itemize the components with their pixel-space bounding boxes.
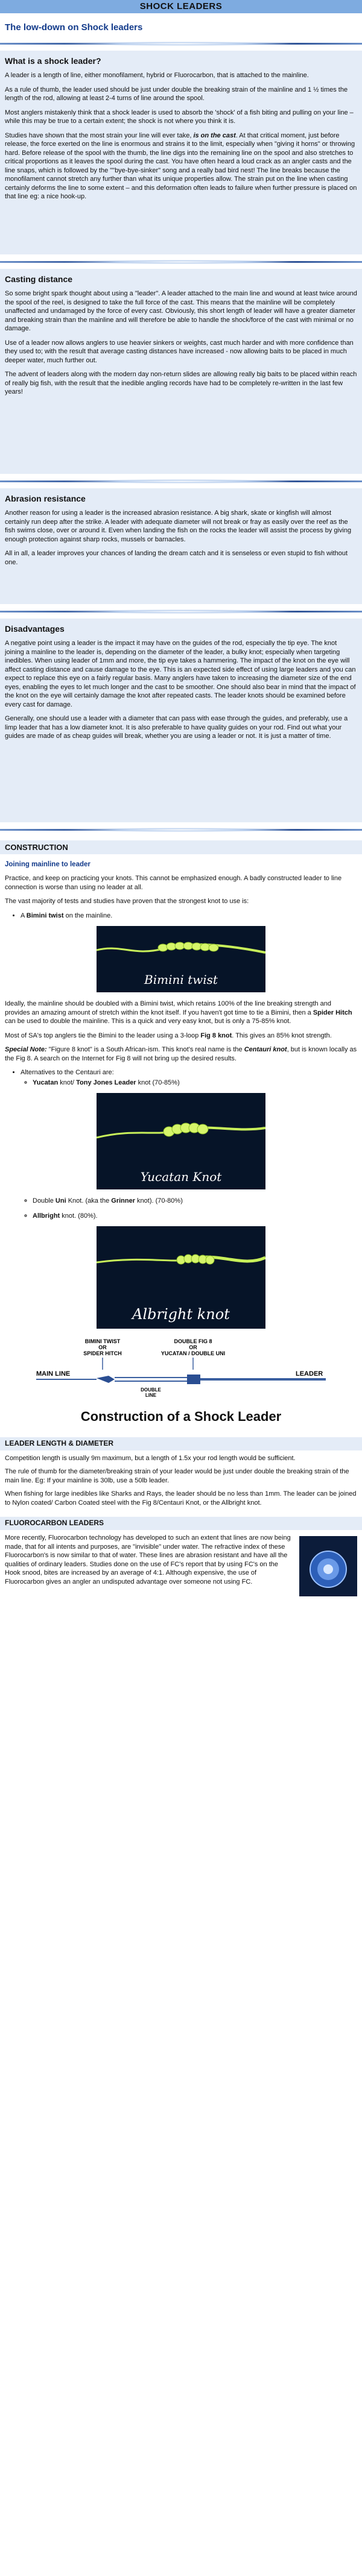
section-heading: LEADER LENGTH & DIAMETER bbox=[0, 1437, 362, 1450]
divider bbox=[0, 477, 362, 485]
paragraph: Competition length is usually 9m maximum, but a length of 1.5x your rod length would be sufficient. bbox=[5, 1454, 296, 1462]
label-mainline: MAIN LINE bbox=[36, 1370, 71, 1378]
subheading: Joining mainline to leader bbox=[5, 860, 91, 868]
divider bbox=[0, 40, 362, 47]
special-note: Special Note: "Figure 8 knot" is a South African-ism. This knot's real name is the Centauri knot, but is known locally as the Fig 8. A search on the Internet for Fig 8 will not bring up the desired results. bbox=[5, 1046, 357, 1062]
paragraph: Most of SA's top anglers tie the Bimini to the leader using a 3-loop Fig 8 knot. This gives an 85% knot strength. bbox=[5, 1031, 332, 1039]
list-item: • Alternatives to the Centauri are: ◦ Yucatan knot/ Tony Jones Leader knot (70-85%) bbox=[21, 1068, 357, 1087]
paragraph: Ideally, the mainline should be doubled with a Bimini twist, which retains 100% of the line breaking strength and provides an amazing amount of stretch within the knot itself. If you haven't got time to tie a Bimini, then a Spider Hitch can be used to double the mainline. This is a quick and very easy knot, but is only a 75-85% knot. bbox=[5, 1000, 352, 1025]
alternatives-list-continued bbox=[33, 1197, 357, 1220]
section-heading: Disadvantages bbox=[5, 623, 65, 634]
albright-knot-photo bbox=[97, 1226, 265, 1329]
photo-caption: Bimini twist bbox=[144, 972, 218, 987]
paragraph: More recently, Fluorocarbon technology has developed to such an extent that lines are now being made, that for all intents and purposes, are "invisible" under water. The refractive index of these Fluorocarbon's is now similar to that of water. These lines are abrasion resistant and have all the qualities of ordinary leaders. Studies done on the use of FC's report that by using FC's on the Hook snood, bites are increased by an average of 4:1. Although expensive, the use of Fluorocarbon gives an angler an undisputed advantage over someone not using FC. bbox=[5, 1534, 291, 1586]
paragraph: So some bright spark thought about using a "leader". A leader attached to the main line and wound at least twice around the spool of the reel, is designed to take the full force of the cast. This means that the mainline will be completely unaffected and undamaged by the force of every cast. Obviously, this short length of leader will have a greater diameter and breaking strain than the mainline and will therefore be able to handle the shock/force of the cast with minimal or no damage. bbox=[5, 290, 357, 333]
diagram-title: Construction of a Shock Leader bbox=[80, 1408, 282, 1424]
photo-caption: Albright knot bbox=[132, 1305, 230, 1323]
paragraph: Another reason for using a leader is the increased abrasion resistance. A big shark, skate or kingfish will almost certainly run deep after the strike. A leader with adequate diameter will not break or fray as easily over the reef as the fish swims close, over or around it. Even when landing the fish on the rocks the leader will assist the process by giving enough protection against sharp rocks, mussels or barnacles. bbox=[5, 509, 352, 543]
divider bbox=[0, 608, 362, 615]
fluorocarbon-line-graphic bbox=[299, 1536, 357, 1596]
paragraph: Practice, and keep on practicing your knots. This cannot be emphasized enough. A badly constructed leader to line connection is worse than using no leader at all. bbox=[5, 875, 342, 891]
paragraph: Generally, one should use a leader with a diameter that can pass with ease through the guides, and preferably, use a limp leader that has a low diameter knot. It is also preferable to have quality guides on your rod. Find out what your guides are made of as cheap guides will break, whether you are using a leader or not. It is just a matter of time. bbox=[5, 715, 348, 740]
label-bimini: BIMINI TWIST bbox=[84, 1338, 121, 1345]
paragraph: As a rule of thumb, the leader used should be just under double the breaking strain of the mainline and 1 ½ times the length of the rod, allowing at least 2-4 turns of line around the spool. bbox=[5, 86, 348, 102]
knot-list bbox=[21, 912, 357, 921]
paragraph: Most anglers mistakenly think that a shock leader is used to absorb the 'shock' of a fish biting and pulling on your line – while this may be true to a certain extent; the shock is not where you think it is. bbox=[5, 109, 354, 125]
alternatives-list bbox=[21, 1068, 357, 1087]
section-what bbox=[0, 51, 362, 254]
section-heading: Abrasion resistance bbox=[5, 493, 86, 503]
bimini-twist-photo bbox=[97, 926, 265, 992]
label-double: DOUBLE bbox=[141, 1387, 161, 1393]
section-fluorocarbon bbox=[0, 1513, 362, 1596]
section-heading: FLUOROCARBON LEADERS bbox=[0, 1517, 362, 1530]
paragraph: The vast majority of tests and studies have proven that the strongest knot to use is: bbox=[5, 898, 249, 905]
paragraph: Use of a leader now allows anglers to use heavier sinkers or weights, cast much harder and with more confidence than they used to; with the result that average casting distances have increased - now allowing baits to be placed in much deeper water, much further out. bbox=[5, 339, 354, 364]
section-abrasion bbox=[0, 488, 362, 604]
label-or-2: OR bbox=[189, 1344, 197, 1351]
yucatan-knot-photo bbox=[97, 1093, 265, 1189]
divider bbox=[0, 258, 362, 265]
page-title: SHOCK LEADERS bbox=[0, 0, 362, 13]
leader-diagram bbox=[12, 1336, 350, 1425]
page-subtitle: The low-down on Shock leaders bbox=[5, 22, 143, 33]
paragraph: All in all, a leader improves your chances of landing the dream catch and it is senseless or even stupid to fish without one. bbox=[5, 550, 348, 566]
leader-construction-diagram bbox=[12, 1336, 350, 1402]
paragraph: The rule of thumb for the diameter/breaking strain of your leader would be just under double the breaking strain of the main line. Eg: If your mainline is 30lb, use a 50lb leader. bbox=[5, 1468, 349, 1484]
paragraph: Studies have shown that the most strain your line will ever take, is on the cast. At that critical moment, just before release, the force exerted on the line is enormous and strains it to the limit, especially when "giving it horns" or throwing hard. Before release of the spool with the thumb, the line digs into the remaining line on the spool and also stretches to critical proportions as it leaves the spool during the cast. You have often heard a loud crack as an angler casts and the line snaps, which is followed by the ""bye-bye-sinker" song and a really bad bird nest! The line breaks because the monofilament cannot stretch any further than what its unique properties allow. The strain put on the line when casting certainly deforms the line to some extent – and this deformation often leads to failure when further pressure is placed on that line eg: a nice hook-up. bbox=[5, 131, 357, 201]
label-spider: SPIDER HITCH bbox=[83, 1350, 122, 1357]
paragraph: The advent of leaders along with the modern day non-return slides are allowing really big baits to be placed within reach of really big fish, with the result that the inedible angling records have had to be completely re-written in the last few years! bbox=[5, 371, 357, 396]
paragraph: A leader is a length of line, either monofilament, hybrid or Fluorocarbon, that is attached to the mainline. bbox=[5, 72, 309, 80]
photo-caption: Yucatan Knot bbox=[140, 1169, 222, 1184]
section-casting bbox=[0, 269, 362, 474]
paragraph: When fishing for large inedibles like Sharks and Rays, the leader should be no less than 1mm. The leader can be joined to Nylon coated/ Carbon Coated steel with the Fig 8/Centauri Knot, or the Allbright knot. bbox=[5, 1490, 357, 1507]
section-heading: What is a shock leader? bbox=[5, 55, 101, 66]
label-fig8: DOUBLE FIG 8 bbox=[174, 1338, 212, 1345]
section-length bbox=[0, 1434, 362, 1507]
label-leader: LEADER bbox=[296, 1370, 323, 1378]
list-item: ◦ Yucatan knot/ Tony Jones Leader knot (70-85%) bbox=[33, 1079, 357, 1088]
paragraph: A negative point using a leader is the impact it may have on the guides of the rod, especially the tip eye. The knot joining a mainline to the leader is, depending on the diameter of the leader, a bulky knot; especially when targeting inedibles. When using leader of 1mm and more, the tip eye takes a hammering. The impact of the knot on the eye will affect casting distance and cause damage to the eye. This is an expected side effect of using large leaders and you can expect to replace this eye on a fairly regular basis. Many anglers have taken to increasing the diameter size of the end eyes, enabling the eyes to let much longer and the cast to be smoother. One should also bear in mind that the impact of the knot on the eye will certainly damage the knot after repeated casts. The leader knots should be examined before every cast for damage. bbox=[5, 640, 356, 708]
label-line: LINE bbox=[145, 1393, 157, 1399]
label-or-1: OR bbox=[98, 1344, 107, 1351]
section-heading: CONSTRUCTION bbox=[0, 840, 362, 854]
list-item: ◦ Allbright knot. (80%). bbox=[33, 1212, 357, 1221]
list-item: ◦ Double Uni Knot. (aka the Grinner knot). (70-80%) bbox=[33, 1197, 357, 1206]
label-yucatan: YUCATAN / DOUBLE UNI bbox=[160, 1350, 226, 1357]
divider bbox=[0, 826, 362, 833]
section-heading: Casting distance bbox=[5, 274, 73, 284]
section-disadvantages bbox=[0, 619, 362, 822]
knot-name: Bimini twist bbox=[26, 912, 64, 919]
section-construction bbox=[0, 837, 362, 1434]
list-item: • A Bimini twist on the mainline. bbox=[21, 912, 357, 921]
emphasis: is on the cast bbox=[193, 131, 236, 139]
